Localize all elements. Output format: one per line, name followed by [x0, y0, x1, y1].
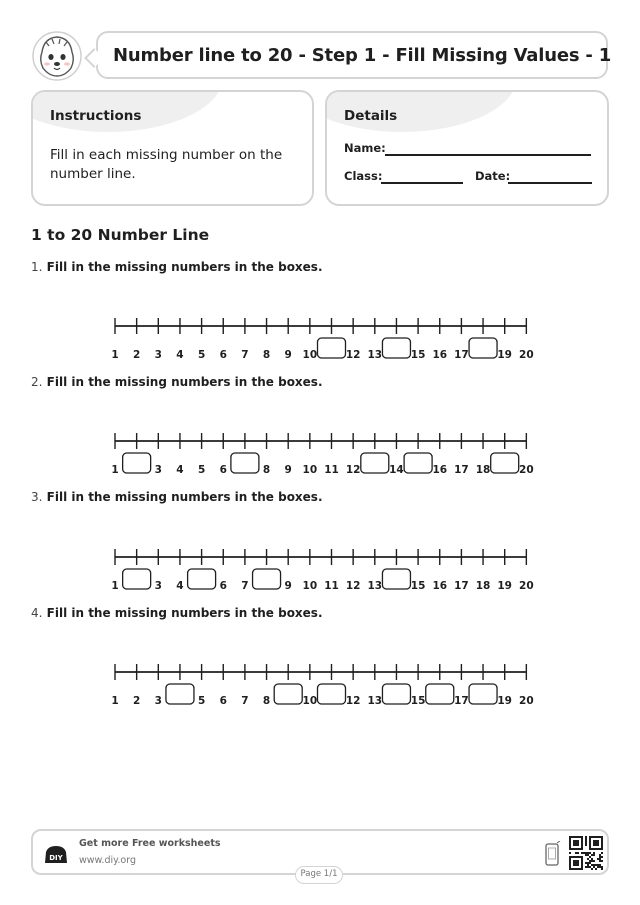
number-label: 19: [497, 580, 513, 592]
number-label: 6: [219, 349, 227, 361]
number-label: 11: [324, 580, 339, 592]
number-label: 14: [389, 464, 404, 476]
number-label: 7: [241, 349, 249, 361]
number-label: 1: [111, 464, 119, 476]
question-text: [31, 606, 323, 620]
number-label: 1: [111, 349, 119, 361]
number-label: 16: [432, 349, 448, 361]
number-label: 16: [432, 464, 448, 476]
number-label: 9: [284, 580, 292, 592]
footer-promo: Get more Free worksheets: [79, 838, 221, 849]
number-label: 4: [176, 580, 184, 592]
number-label: 8: [262, 464, 271, 476]
number-label: 1: [111, 580, 119, 592]
answer-box[interactable]: [253, 569, 281, 589]
question-number: 2.: [31, 375, 43, 389]
number-label: 15: [410, 695, 426, 707]
number-line: [100, 310, 540, 370]
number-label: 1: [111, 695, 119, 707]
instructions-title: Instructions: [50, 108, 142, 124]
number-label: 13: [367, 580, 383, 592]
number-line: [100, 425, 540, 485]
phone-icon: [544, 841, 562, 867]
question-text: [31, 490, 323, 504]
details-title: Details: [344, 108, 398, 124]
number-label: 17: [454, 695, 469, 707]
number-label: 13: [367, 349, 383, 361]
number-label: 6: [219, 464, 227, 476]
number-label: 10: [302, 349, 318, 361]
answer-box[interactable]: [469, 338, 497, 358]
answer-box[interactable]: [274, 684, 302, 704]
instructions-text: Fill in each missing number on the number line.: [50, 147, 283, 182]
number-label: 3: [154, 580, 162, 592]
number-label: 9: [284, 349, 292, 361]
number-label: 18: [475, 580, 491, 592]
question-number: 3.: [31, 490, 43, 504]
number-label: 5: [197, 464, 206, 476]
answer-box[interactable]: [318, 338, 346, 358]
instructions-panel: [31, 90, 314, 206]
number-label: 8: [262, 695, 271, 707]
question-number: 1.: [31, 260, 43, 274]
qr-code-icon: [569, 836, 603, 870]
name-field[interactable]: [385, 154, 591, 156]
number-label: 2: [132, 349, 141, 361]
details-panel: [325, 90, 609, 206]
answer-box[interactable]: [123, 453, 151, 473]
number-label: 17: [454, 580, 469, 592]
question-prompt: Fill in the missing numbers in the boxes.: [46, 490, 323, 504]
number-label: 15: [410, 349, 426, 361]
number-line: [100, 656, 540, 716]
question-prompt: Fill in the missing numbers in the boxes.: [46, 606, 323, 620]
answer-box[interactable]: [491, 453, 519, 473]
number-label: 3: [154, 349, 162, 361]
question-text: [31, 375, 323, 389]
number-label: 4: [176, 464, 184, 476]
number-line: [100, 541, 540, 601]
class-label: Class:: [344, 169, 383, 183]
number-label: 16: [432, 580, 448, 592]
footer-link[interactable]: www.diy.org: [79, 855, 136, 866]
number-label: 13: [367, 695, 383, 707]
number-label: 6: [219, 695, 227, 707]
answer-box[interactable]: [123, 569, 151, 589]
answer-box[interactable]: [361, 453, 389, 473]
number-label: 12: [345, 349, 361, 361]
number-label: 12: [345, 464, 361, 476]
question-prompt: Fill in the missing numbers in the boxes.: [46, 260, 323, 274]
answer-box[interactable]: [382, 338, 410, 358]
logo-text: DIY: [49, 854, 63, 862]
number-label: 7: [241, 695, 249, 707]
mascot-icon: [30, 30, 84, 82]
answer-box[interactable]: [188, 569, 216, 589]
answer-box[interactable]: [231, 453, 259, 473]
number-label: 11: [324, 464, 339, 476]
answer-box[interactable]: [166, 684, 194, 704]
answer-box[interactable]: [404, 453, 432, 473]
number-label: 3: [154, 695, 162, 707]
title-banner: [96, 31, 612, 79]
diy-logo-icon: [43, 843, 69, 865]
answer-box[interactable]: [382, 684, 410, 704]
number-label: 7: [241, 580, 249, 592]
number-label: 18: [475, 464, 491, 476]
number-label: 9: [284, 464, 292, 476]
number-label: 19: [497, 349, 513, 361]
date-field[interactable]: [508, 182, 592, 184]
question-number: 4.: [31, 606, 43, 620]
number-label: 10: [302, 580, 318, 592]
number-label: 17: [454, 349, 469, 361]
number-label: 4: [176, 349, 184, 361]
number-label: 20: [519, 695, 534, 707]
number-label: 8: [262, 349, 271, 361]
answer-box[interactable]: [382, 569, 410, 589]
number-label: 17: [454, 464, 469, 476]
question-text: [31, 260, 323, 274]
page-title: Number line to 20 - Step 1 - Fill Missing Values - 1: [113, 45, 612, 66]
number-label: 20: [519, 580, 534, 592]
number-label: 10: [302, 464, 318, 476]
number-label: 15: [410, 580, 426, 592]
page-indicator: Page 1/1: [295, 866, 343, 884]
number-label: 12: [345, 695, 361, 707]
answer-box[interactable]: [318, 684, 346, 704]
name-label: Name:: [344, 141, 386, 155]
number-label: 10: [302, 695, 318, 707]
date-label: Date:: [475, 169, 511, 183]
number-label: 3: [154, 464, 162, 476]
number-label: 2: [132, 695, 141, 707]
number-label: 5: [197, 349, 206, 361]
answer-box[interactable]: [426, 684, 454, 704]
number-label: 20: [519, 349, 534, 361]
class-field[interactable]: [381, 182, 463, 184]
section-title: 1 to 20 Number Line: [31, 226, 210, 244]
question-prompt: Fill in the missing numbers in the boxes.: [46, 375, 323, 389]
number-label: 6: [219, 580, 227, 592]
number-label: 12: [345, 580, 361, 592]
number-label: 19: [497, 695, 513, 707]
number-label: 20: [519, 464, 534, 476]
number-label: 5: [197, 695, 206, 707]
answer-box[interactable]: [469, 684, 497, 704]
